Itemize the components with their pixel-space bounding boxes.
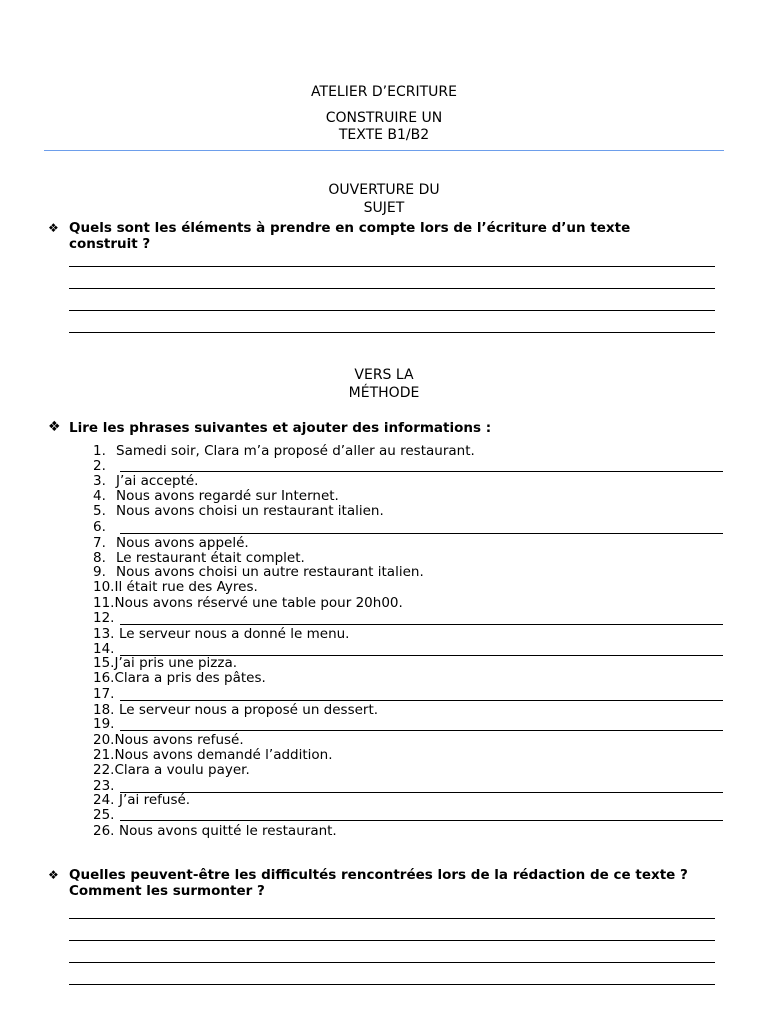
section-heading-methode — [0, 366, 768, 401]
diamond-bullet-icon: ❖ — [48, 221, 59, 235]
list-item: 22.Clara a voulu payer. — [93, 762, 250, 778]
fill-in-line[interactable] — [120, 624, 723, 625]
list-item: 10.Il était rue des Ayres. — [93, 579, 258, 595]
header-divider — [44, 150, 724, 151]
document-subtitle-line1: CONSTRUIRE UN — [325, 110, 443, 126]
question-line1: Quels sont les éléments à prendre en compte lors de l’écriture d’un texte — [69, 220, 631, 236]
list-item: 16.Clara a pris des pâtes. — [93, 670, 266, 686]
list-item: 20.Nous avons refusé. — [93, 732, 244, 748]
section-heading-line2: SUJET — [363, 200, 405, 216]
list-item-blank: 12. — [93, 610, 115, 626]
writing-line[interactable] — [69, 984, 715, 985]
fill-in-line[interactable] — [120, 730, 723, 731]
list-item: 8. Le restaurant était complet. — [93, 550, 305, 566]
list-item: 11.Nous avons réservé une table pour 20h00. — [93, 595, 403, 611]
list-item-blank: 6. — [93, 519, 106, 535]
writing-line[interactable] — [69, 310, 715, 311]
list-item: 26. Nous avons quitté le restaurant. — [93, 823, 337, 839]
list-item: 13. Le serveur nous a donné le menu. — [93, 626, 350, 642]
instruction-phrases — [48, 420, 728, 438]
list-item: 21.Nous avons demandé l’addition. — [93, 747, 333, 763]
writing-line[interactable] — [69, 332, 715, 333]
document-subtitle-line2: TEXTE B1/B2 — [338, 127, 430, 143]
instruction-text: Lire les phrases suivantes et ajouter des informations : — [69, 420, 492, 436]
list-item: 7. Nous avons appelé. — [93, 535, 249, 551]
section-heading-line1: OUVERTURE DU — [328, 182, 440, 198]
question-difficulties — [48, 867, 728, 901]
fill-in-line[interactable] — [120, 533, 723, 534]
list-item: 9. Nous avons choisi un autre restaurant italien. — [93, 564, 424, 580]
section-heading-line1: VERS LA — [354, 367, 414, 383]
writing-line[interactable] — [69, 940, 715, 941]
list-item: 1. Samedi soir, Clara m’a proposé d’aller au restaurant. — [93, 443, 475, 459]
list-item-blank: 25. — [93, 807, 115, 823]
section-heading-ouverture — [0, 181, 768, 216]
list-item: 15.J’ai pris une pizza. — [93, 655, 238, 671]
list-item: 18. Le serveur nous a proposé un dessert. — [93, 702, 379, 718]
list-item-blank: 2. — [93, 458, 106, 474]
list-item: 3. J’ai accepté. — [93, 473, 199, 489]
writing-line[interactable] — [69, 288, 715, 289]
list-item-blank: 14. — [93, 641, 115, 657]
list-item-blank: 23. — [93, 778, 115, 794]
fill-in-line[interactable] — [120, 820, 723, 821]
diamond-bullet-icon: ❖ — [48, 419, 61, 435]
list-item-blank: 19. — [93, 716, 115, 732]
list-item-blank: 17. — [93, 686, 115, 702]
list-item: 24. J’ai refusé. — [93, 792, 191, 808]
writing-line[interactable] — [69, 266, 715, 267]
question-line1: Quelles peuvent-être les difficultés rencontrées lors de la rédaction de ce texte ? — [69, 867, 688, 883]
question-line2: construit ? — [69, 236, 151, 252]
question-line2: Comment les surmonter ? — [69, 883, 265, 899]
diamond-bullet-icon: ❖ — [48, 868, 59, 882]
fill-in-line[interactable] — [120, 700, 723, 701]
list-item: 4. Nous avons regardé sur Internet. — [93, 488, 339, 504]
fill-in-line[interactable] — [120, 471, 723, 472]
document-title: ATELIER D’ECRITURE — [311, 84, 457, 100]
writing-line[interactable] — [69, 962, 715, 963]
question-elements — [48, 220, 728, 254]
writing-line[interactable] — [69, 918, 715, 919]
list-item: 5. Nous avons choisi un restaurant italien. — [93, 503, 384, 519]
section-heading-line2: MÉTHODE — [348, 385, 420, 401]
